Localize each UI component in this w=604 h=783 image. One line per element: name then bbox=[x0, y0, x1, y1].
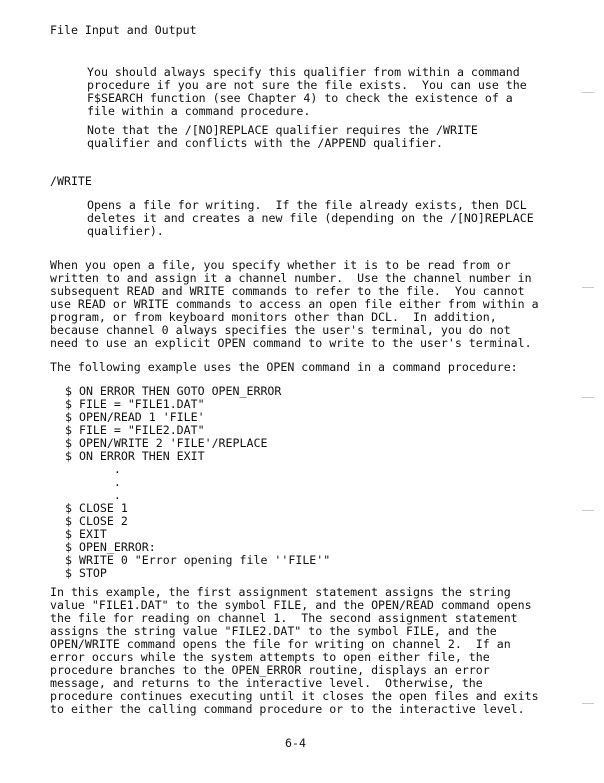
code-example-line: $ STOP bbox=[65, 566, 107, 580]
paragraph-example-explanation-line: OPEN/WRITE command opens the file for writing on channel 2. If an bbox=[50, 637, 511, 651]
paragraph-example-intro-line: The following example uses the OPEN command in a command procedure: bbox=[50, 360, 518, 374]
code-example-line: . bbox=[65, 462, 121, 476]
paragraph-open-overview-line: need to use an explicit OPEN command to write to the user's terminal. bbox=[50, 336, 532, 350]
running-header: File Input and Output bbox=[50, 23, 197, 37]
paragraph-open-overview-line: subsequent READ and WRITE commands to refer to the file. You cannot bbox=[50, 284, 525, 298]
paragraph-example-explanation-line: procedure branches to the OPEN_ERROR routine, displays an error bbox=[50, 663, 490, 677]
paragraph-write-description-line: Opens a file for writing. If the file already exists, then DCL bbox=[87, 198, 527, 212]
code-example-line: $ WRITE 0 "Error opening file ''FILE'" bbox=[65, 553, 331, 567]
code-example-line: $ CLOSE 1 bbox=[65, 501, 128, 515]
paragraph-replace-note-line: qualifier and conflicts with the /APPEND qualifier. bbox=[87, 136, 443, 150]
code-example-line: $ EXIT bbox=[65, 527, 107, 541]
code-example-line: $ ON ERROR THEN EXIT bbox=[65, 449, 205, 463]
code-example-line: $ OPEN/READ 1 'FILE' bbox=[65, 410, 205, 424]
margin-mark bbox=[582, 703, 594, 704]
code-example-line: $ OPEN_ERROR: bbox=[65, 540, 156, 554]
paragraph-example-explanation-line: error occurs while the system attempts to open either file, the bbox=[50, 650, 490, 664]
paragraph-example-explanation-line: value "FILE1.DAT" to the symbol FILE, and the OPEN/READ command opens bbox=[50, 598, 532, 612]
paragraph-search-note-line: file within a command procedure. bbox=[87, 104, 311, 118]
paragraph-example-explanation-line: In this example, the first assignment statement assigns the string bbox=[50, 585, 511, 599]
paragraph-write-description-line: deletes it and creates a new file (depending on the /[NO]REPLACE bbox=[87, 211, 534, 225]
paragraph-write-description-line: qualifier). bbox=[87, 224, 164, 238]
paragraph-example-explanation-line: procedure continues executing until it closes the open files and exits bbox=[50, 689, 539, 703]
paragraph-replace-note-line: Note that the /[NO]REPLACE qualifier requires the /WRITE bbox=[87, 123, 478, 137]
paragraph-example-explanation-line: to either the calling command procedure or to the interactive level. bbox=[50, 702, 525, 716]
paragraph-example-explanation-line: message, and returns to the interactive level. Otherwise, the bbox=[50, 676, 483, 690]
paragraph-open-overview-line: because channel 0 always specifies the user's terminal, you do not bbox=[50, 323, 511, 337]
paragraph-search-note-line: You should always specify this qualifier from within a command bbox=[87, 65, 520, 79]
code-example-line: $ CLOSE 2 bbox=[65, 514, 128, 528]
paragraph-example-explanation-line: the file for reading on channel 1. The second assignment statement bbox=[50, 611, 518, 625]
margin-mark bbox=[582, 92, 594, 93]
code-example-line: $ OPEN/WRITE 2 'FILE'/REPLACE bbox=[65, 436, 268, 450]
paragraph-open-overview-line: written to and assign it a channel number. Use the channel number in bbox=[50, 271, 532, 285]
paragraph-example-explanation-line: assigns the string value "FILE2.DAT" to the symbol FILE, and the bbox=[50, 624, 497, 638]
code-example-line: $ FILE = "FILE2.DAT" bbox=[65, 423, 205, 437]
paragraph-search-note-line: procedure if you are not sure the file exists. You can use the bbox=[87, 78, 527, 92]
margin-mark bbox=[582, 510, 594, 511]
paragraph-open-overview-line: When you open a file, you specify whether it is to be read from or bbox=[50, 258, 511, 272]
margin-mark bbox=[582, 397, 594, 398]
code-example-line: . bbox=[65, 488, 121, 502]
code-example-line: . bbox=[65, 475, 121, 489]
code-example-line: $ ON ERROR THEN GOTO OPEN_ERROR bbox=[65, 384, 282, 398]
paragraph-open-overview-line: use READ or WRITE commands to access an open file either from within a bbox=[50, 297, 539, 311]
paragraph-open-overview-line: program, or from keyboard monitors other than DCL. In addition, bbox=[50, 310, 497, 324]
code-example-line: $ FILE = "FILE1.DAT" bbox=[65, 397, 205, 411]
qualifier-heading-write-line: /WRITE bbox=[50, 174, 92, 188]
page-number: 6-4 bbox=[285, 736, 306, 750]
margin-mark bbox=[582, 287, 594, 288]
paragraph-search-note-line: F$SEARCH function (see Chapter 4) to check the existence of a bbox=[87, 91, 513, 105]
